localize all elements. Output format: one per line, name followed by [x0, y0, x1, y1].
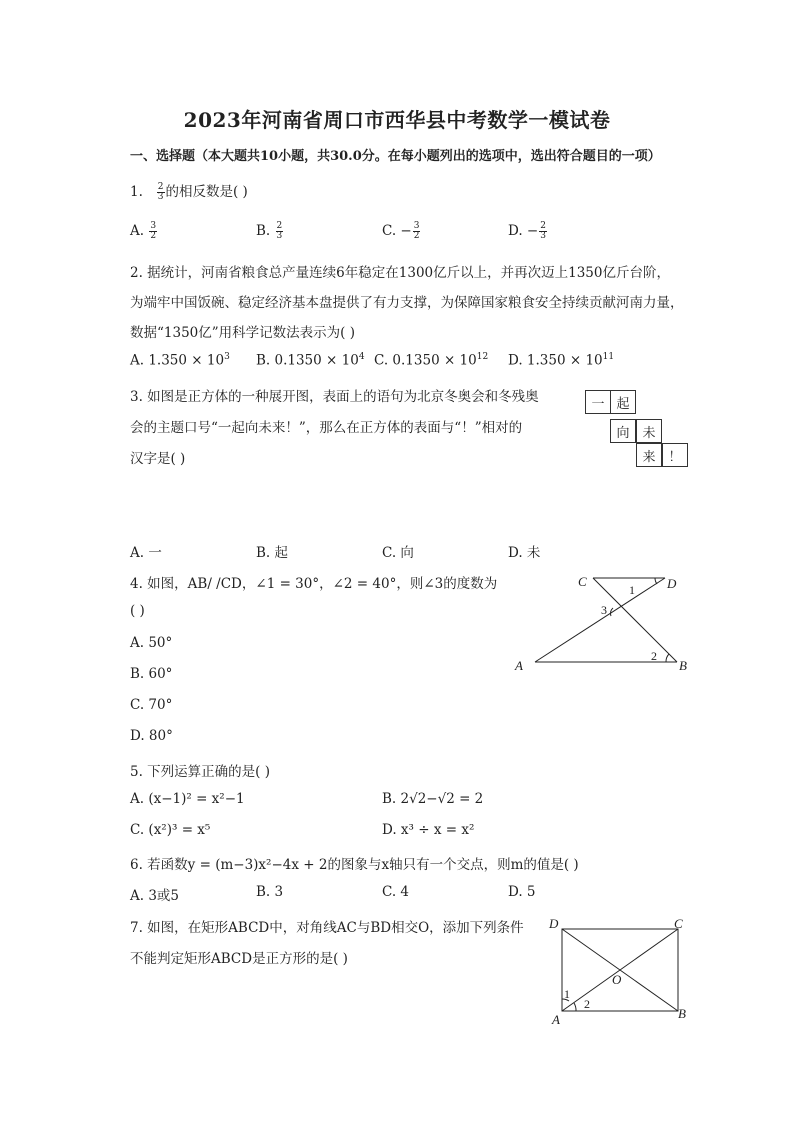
- q2-option-d: D. $1.350 \times 10^{11}$: [508, 352, 615, 369]
- q5-option-d: D. x³ ÷ x = x²: [382, 822, 475, 838]
- q3-line-2: 会的主题口号“一起向未来！”，那么在正方体的表面与“！”相对的: [130, 420, 523, 436]
- q1-option-a: A. $\frac{3}{2}$: [130, 221, 157, 241]
- q4-line-2: ( ): [130, 603, 145, 619]
- label-a: A: [515, 658, 523, 673]
- q3-line-1: 3. 如图是正方体的一种展开图，表面上的语句为北京冬奥会和冬残奥: [130, 389, 539, 405]
- angle-2-label: 2: [584, 997, 590, 1011]
- q1-fraction: $\frac{2}{3}$: [157, 182, 164, 202]
- net-cell-6: ！: [662, 443, 688, 467]
- label-d: D: [667, 576, 677, 591]
- angle-2-arc: [666, 654, 669, 662]
- q7-rectangle-figure: [540, 912, 700, 1032]
- angle-3-label: 3: [601, 603, 607, 617]
- label-c: C: [578, 574, 587, 589]
- angle-1-label: 1: [629, 583, 635, 597]
- net-cell-3: 向: [610, 419, 636, 443]
- q1-option-c: C. − $\frac{3}{2}$: [382, 221, 420, 241]
- q4-line-1: 4. 如图，AB/ /CD，∠1 = 30°，∠2 = 40°，则∠3的度数为: [130, 576, 498, 592]
- q1-option-b: B. $\frac{2}{3}$: [256, 221, 283, 241]
- net-cell-4: 未: [636, 419, 662, 443]
- page-title: 2023年河南省周口市西华县中考数学一模试卷: [183, 108, 611, 132]
- label-c: C: [674, 916, 683, 931]
- angle-2-arc: [574, 1003, 576, 1011]
- section-heading: 一、选择题（本大题共10小题，共30.0分。在每小题列出的选项中，选出符合题目的一项）: [130, 149, 661, 164]
- q3-option-d: D. 未: [508, 545, 541, 561]
- q2-line-2: 为端牢中国饭碗、稳定经济基本盘提供了有力支撑，为保障国家粮食安全持续贡献河南力量，: [130, 295, 684, 311]
- q3-option-a: A. 一: [130, 545, 162, 561]
- q4-option-b: B. 60°: [130, 666, 173, 682]
- q4-option-c: C. 70°: [130, 697, 173, 713]
- line-ad: [535, 578, 665, 662]
- net-cell-2: 起: [610, 390, 636, 414]
- q6-line: 6. 若函数y = (m−3)x²−4x + 2的图象与x轴只有一个交点，则m的值是( ): [130, 857, 579, 873]
- angle-1-label: 1: [564, 987, 570, 1001]
- net-cell-5: 来: [636, 443, 662, 467]
- line-cb: [593, 578, 677, 662]
- question-1: [130, 180, 248, 202]
- q5-line: 5. 下列运算正确的是( ): [130, 764, 270, 780]
- label-b: B: [678, 1006, 686, 1021]
- q6-option-b: B. 3: [256, 884, 284, 900]
- label-a: A: [552, 1012, 560, 1027]
- angle-2-label: 2: [651, 649, 657, 663]
- q2-option-a: A. $1.350 \times 10^3$: [130, 352, 230, 369]
- q5-option-c: C. (x²)³ = x⁵: [130, 822, 211, 838]
- q7-line-2: 不能判定矩形ABCD是正方形的是( ): [130, 951, 348, 967]
- q6-option-c: C. 4: [382, 884, 410, 900]
- q4-geometry-figure: [505, 570, 705, 680]
- label-d: D: [549, 916, 559, 931]
- q3-option-b: B. 起: [256, 545, 289, 561]
- q1-number: 1.: [130, 184, 143, 200]
- cube-net-figure: [585, 388, 695, 468]
- q3-line-3: 汉字是( ): [130, 451, 186, 467]
- q7-line-1: 7. 如图，在矩形ABCD中，对角线AC与BD相交O，添加下列条件: [130, 920, 524, 936]
- q4-option-a: A. 50°: [130, 635, 173, 651]
- angle-1-arc: [655, 578, 657, 584]
- label-o: O: [612, 972, 622, 987]
- q5-option-b: B. 2√2−√2 = 2: [382, 791, 484, 807]
- q3-option-c: C. 向: [382, 545, 414, 561]
- q4-option-d: D. 80°: [130, 728, 173, 744]
- label-b: B: [679, 658, 687, 673]
- q5-option-a: A. (x−1)² = x²−1: [130, 791, 245, 807]
- q2-line-3: 数据“1350亿”用科学记数法表示为( ): [130, 325, 355, 341]
- q2-option-b: B. $0.1350 \times 10^4$: [256, 352, 365, 369]
- q6-option-d: D. 5: [508, 884, 536, 900]
- net-cell-1: 一: [585, 390, 611, 414]
- q1-option-d: D. − $\frac{2}{3}$: [508, 221, 546, 241]
- q6-option-a: A. 3或5: [130, 888, 180, 904]
- q1-text: 的相反数是( ): [165, 184, 248, 200]
- q2-option-c: C. $0.1350 \times 10^{12}$: [374, 352, 489, 369]
- q2-line-1: 2. 据统计，河南省粮食总产量连续6年稳定在1300亿斤以上，并再次迈上1350亿斤台阶，: [130, 265, 670, 281]
